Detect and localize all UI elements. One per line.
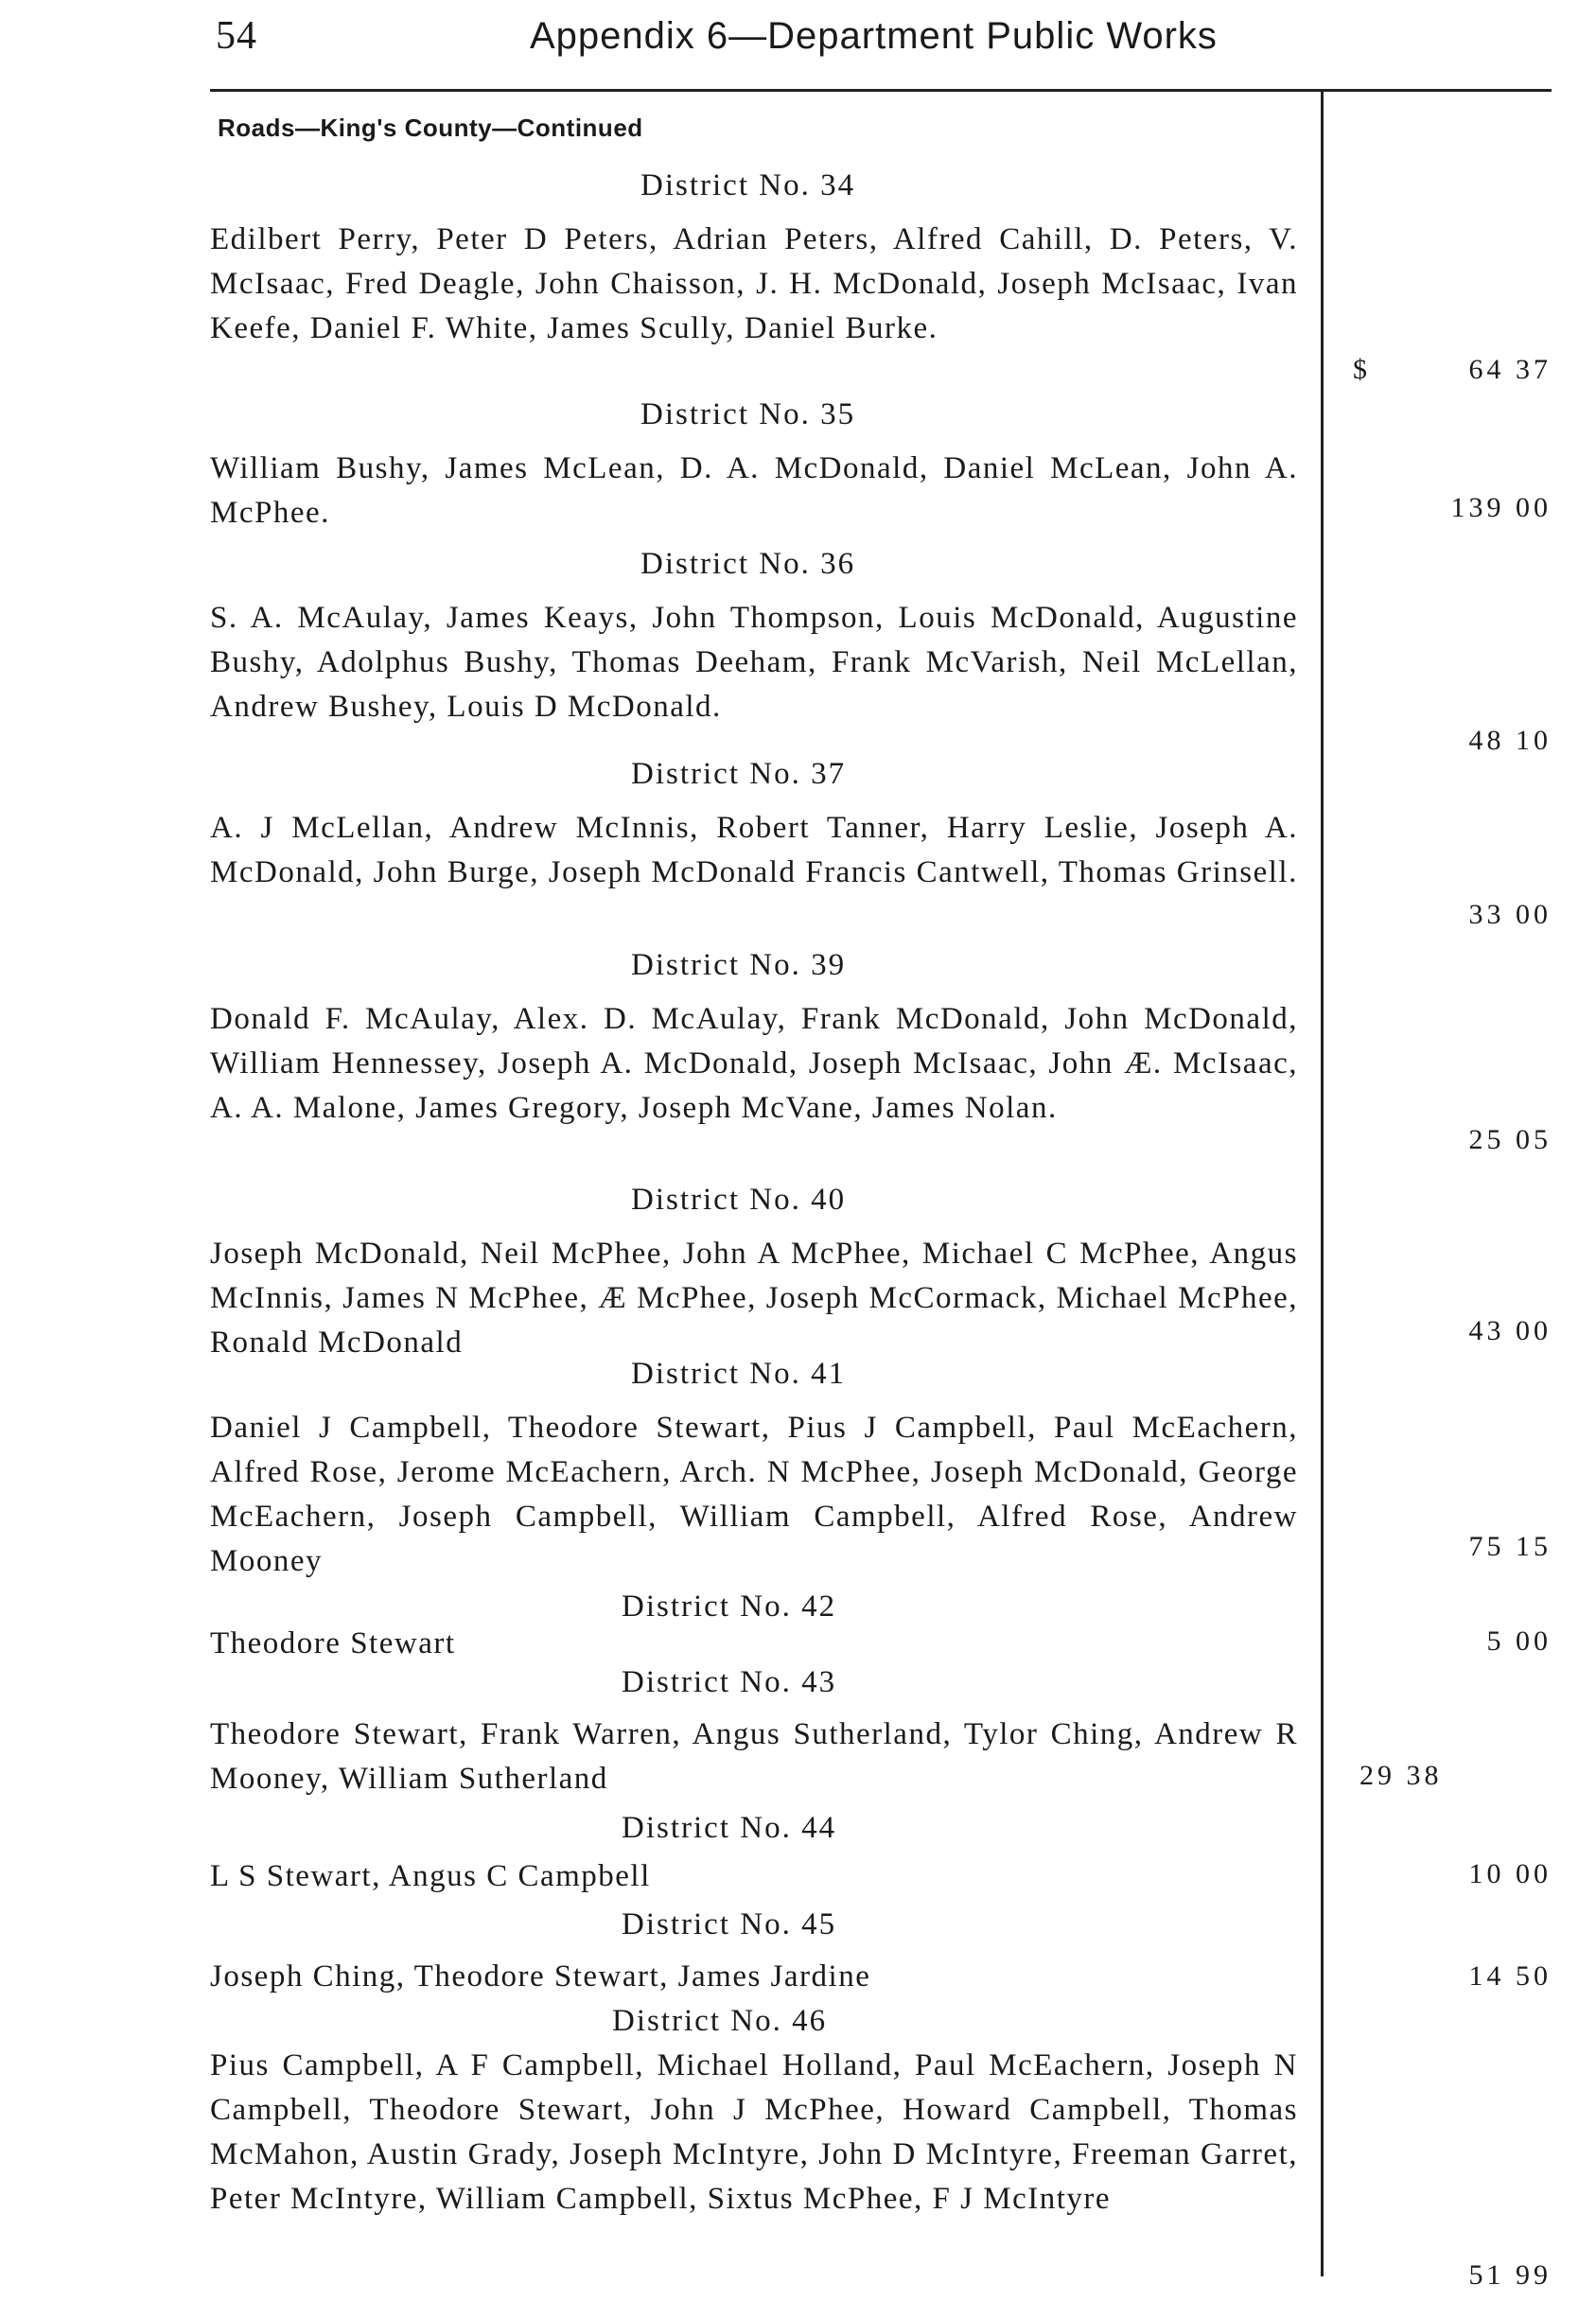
district-names: Joseph McDonald, Neil McPhee, John A McPhee, Michael C McPhee, Angus McInnis, James N McPhee, Æ McPhee, Joseph McCormack, Michael McPhee, Ronald McDonald [210, 1237, 1298, 1360]
district-entry [210, 1183, 1552, 1372]
district-names: Donald F. McAulay, Alex. D. McAulay, Frank McDonald, John McDonald, William Hennessey, Joseph A. McDonald, Joseph McIsaac, John Æ. McIsaac, A. A. Malone, James Gregory, Joseph McVane, James Nolan. [210, 1002, 1298, 1125]
page-number: 54 [216, 14, 257, 58]
district-heading: District No. 43 [622, 1665, 837, 1699]
district-entry [210, 168, 1552, 395]
district-names: Daniel J Campbell, Theodore Stewart, Pius J Campbell, Paul McEachern, Alfred Rose, Jerome McEachern, Arch. N McPhee, Joseph McDonald, George McEachern, Joseph Campbell, William Campbell, Alfred Rose, Andrew Mooney [210, 1411, 1298, 1578]
district-heading: District No. 44 [622, 1811, 837, 1845]
district-heading: District No. 37 [631, 757, 847, 791]
section-heading: Roads—King's County—Continued [218, 114, 643, 142]
district-heading: District No. 35 [640, 397, 856, 431]
district-amount: 14 50 [1468, 1960, 1552, 1992]
district-entry [210, 757, 1552, 946]
district-amount: 64 37 [1468, 354, 1552, 385]
district-heading: District No. 41 [631, 1357, 847, 1391]
district-names: William Bushy, James McLean, D. A. McDonald, Daniel McLean, John A. McPhee. [210, 451, 1298, 530]
district-amount: 139 00 [1450, 492, 1552, 523]
district-names: L S Stewart, Angus C Campbell [210, 1859, 651, 1893]
header-rule [210, 89, 1552, 92]
district-names: Edilbert Perry, Peter D Peters, Adrian Peters, Alfred Cahill, D. Peters, V. McIsaac, Fred Deagle, John Chaisson, J. H. McDonald, Joseph McIsaac, Ivan Keefe, Daniel F. White, James Scully, Daniel Burke. [210, 222, 1298, 345]
district-amount: 25 05 [1468, 1124, 1552, 1155]
page-title: Appendix 6—Department Public Works [530, 15, 1218, 57]
district-entry [210, 2004, 1552, 2291]
district-amount: 33 00 [1468, 899, 1552, 930]
district-heading: District No. 45 [622, 1907, 837, 1941]
district-amount: 29 38 [1359, 1760, 1443, 1791]
district-entry [210, 1357, 1552, 1584]
district-entry [210, 1907, 1552, 2002]
district-amount: 10 00 [1468, 1858, 1552, 1889]
district-heading: District No. 39 [631, 948, 847, 982]
district-names: A. J McLellan, Andrew McInnis, Robert Tanner, Harry Leslie, Joseph A. McDonald, John Burge, Joseph McDonald Francis Cantwell, Thomas Grinsell. [210, 811, 1298, 889]
district-names: Pius Campbell, A F Campbell, Michael Holland, Paul McEachern, Joseph N Campbell, Theodore Stewart, John J McPhee, Howard Campbell, Thomas McMahon, Austin Grady, Joseph McIntyre, John D McIntyre, Freeman Garret, Peter McIntyre, William Campbell, Sixtus McPhee, F J McIntyre [210, 2048, 1298, 2216]
district-amount: 48 10 [1468, 725, 1552, 756]
district-amount: 51 99 [1468, 2259, 1552, 2291]
district-heading: District No. 36 [640, 547, 856, 581]
district-entry [210, 1665, 1552, 1807]
district-heading: District No. 46 [612, 2004, 828, 2038]
district-heading: District No. 40 [631, 1183, 847, 1217]
district-names: S. A. McAulay, James Keays, John Thompson, Louis McDonald, Augustine Bushy, Adolphus Bushy, Thomas Deeham, Frank McVarish, Neil McLellan, Andrew Bushey, Louis D McDonald. [210, 601, 1298, 724]
district-heading: District No. 42 [622, 1590, 837, 1624]
dollar-sign: $ [1353, 354, 1367, 385]
district-entry [210, 948, 1552, 1166]
district-names: Theodore Stewart, Frank Warren, Angus Sutherland, Tylor Ching, Andrew R Mooney, William Sutherland [210, 1717, 1298, 1796]
district-names: Theodore Stewart [210, 1626, 456, 1660]
district-heading: District No. 34 [640, 168, 856, 202]
district-amount: 5 00 [1486, 1625, 1552, 1657]
district-names: Joseph Ching, Theodore Stewart, James Jardine [210, 1959, 871, 1994]
district-amount: 75 15 [1468, 1531, 1552, 1562]
district-amount: 43 00 [1468, 1315, 1552, 1346]
district-entry [210, 1811, 1552, 1906]
district-entry [210, 397, 1552, 530]
district-entry [210, 547, 1552, 755]
